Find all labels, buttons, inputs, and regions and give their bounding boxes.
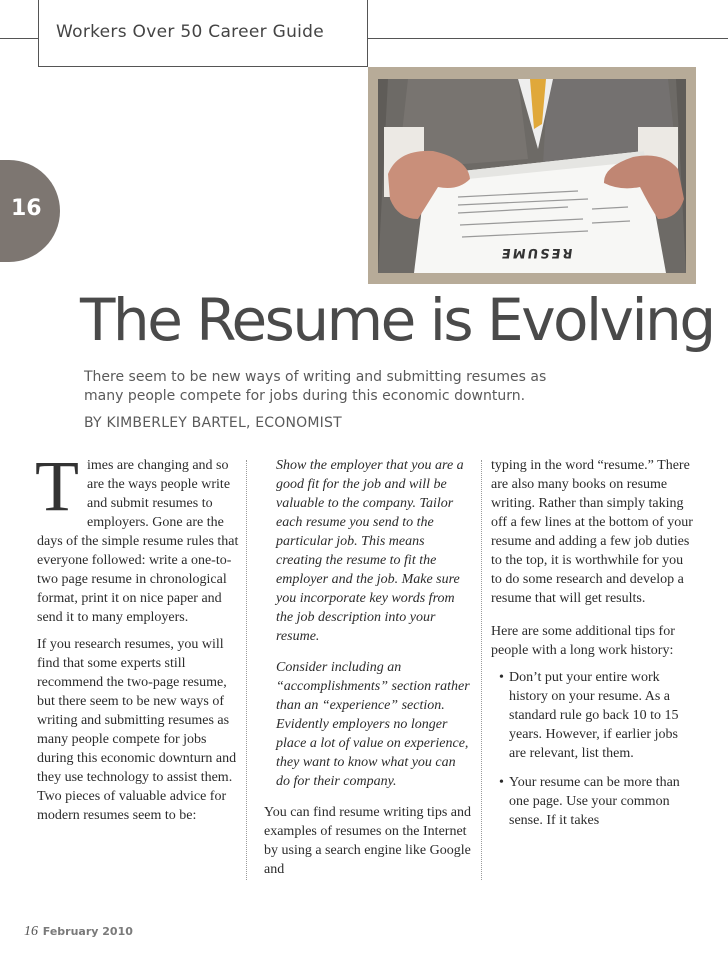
article-column-2 [264,456,472,887]
header-rule-left [0,38,38,39]
list-item: • Your resume can be more than one page. Use your common sense. If it takes [491,773,695,830]
article-column-1 [35,446,239,833]
intro-text: imes are changing and so are the ways people write and submit resumes to employers. Gone are the days of the simple resume rules that everyone followed: write a one-to-two page resume in chronological format, print it on nice paper and send it to many employers. [37,458,239,625]
tips-list [491,668,695,830]
hero-photo [368,67,696,284]
page-footer [24,924,133,940]
body-paragraph: Here are some additional tips for people with a long work history: [491,624,675,658]
tip-paragraph: Show the employer that you are a good fit for the job and will be valuable to the company. Tailor each resume you send to the particular job. This means creating the resume to fit the employer and the job. Make sure you incorporate key words from the job description into your resume. [276,458,464,644]
publication-title: Workers Over 50 Career Guide [56,22,325,42]
tip-paragraph: Consider including an “accomplishments” section rather than an “experience” section. Evidently employers no longer place a lot of value on experience, they want to know what you can do for their company. [276,660,470,789]
list-item: • Don’t put your entire work history on your resume. As a standard rule go back 10 to 15 years. However, if earlier jobs are relevant, list them. [491,668,695,763]
page-number: 16 [11,196,42,221]
column-divider-2 [481,460,482,880]
intro-paragraph [35,446,239,627]
resume-doc-heading: RESUME [498,245,574,260]
drop-cap: T [35,446,79,526]
footer-date: February 2010 [42,925,133,938]
body-paragraph: You can find resume writing tips and examples of resumes on the Internet by using a search engine like Google and [264,805,471,877]
footer-page-number: 16 [24,924,38,939]
body-paragraph: typing in the word “resume.” There are also many books on resume writing. Rather than simply taking off a few lines at the bottom of your resume and adding a few job duties to the top, it is worthwhile for you to do some research and develop a resume that will get results. [491,458,693,606]
column-divider-1 [246,460,247,880]
article-byline: BY KIMBERLEY BARTEL, ECONOMIST [84,415,342,431]
body-paragraph: If you research resumes, you will find that some experts still recommend the two-page resume, but there seem to be new ways of writing and submitting resumes as many people compete for jobs during this economic downturn and they use technology to assist them. Two pieces of valuable advice for modern resumes seem to be: [37,637,237,823]
article-column-3 [491,456,695,840]
header-rule-right [368,38,728,39]
article-headline: The Resume is Evolving [80,286,714,354]
article-deck: There seem to be new ways of writing and submitting resumes as many people compete for jobs during this economic downturn. [84,369,547,404]
resume-handoff-illustration [378,79,686,273]
